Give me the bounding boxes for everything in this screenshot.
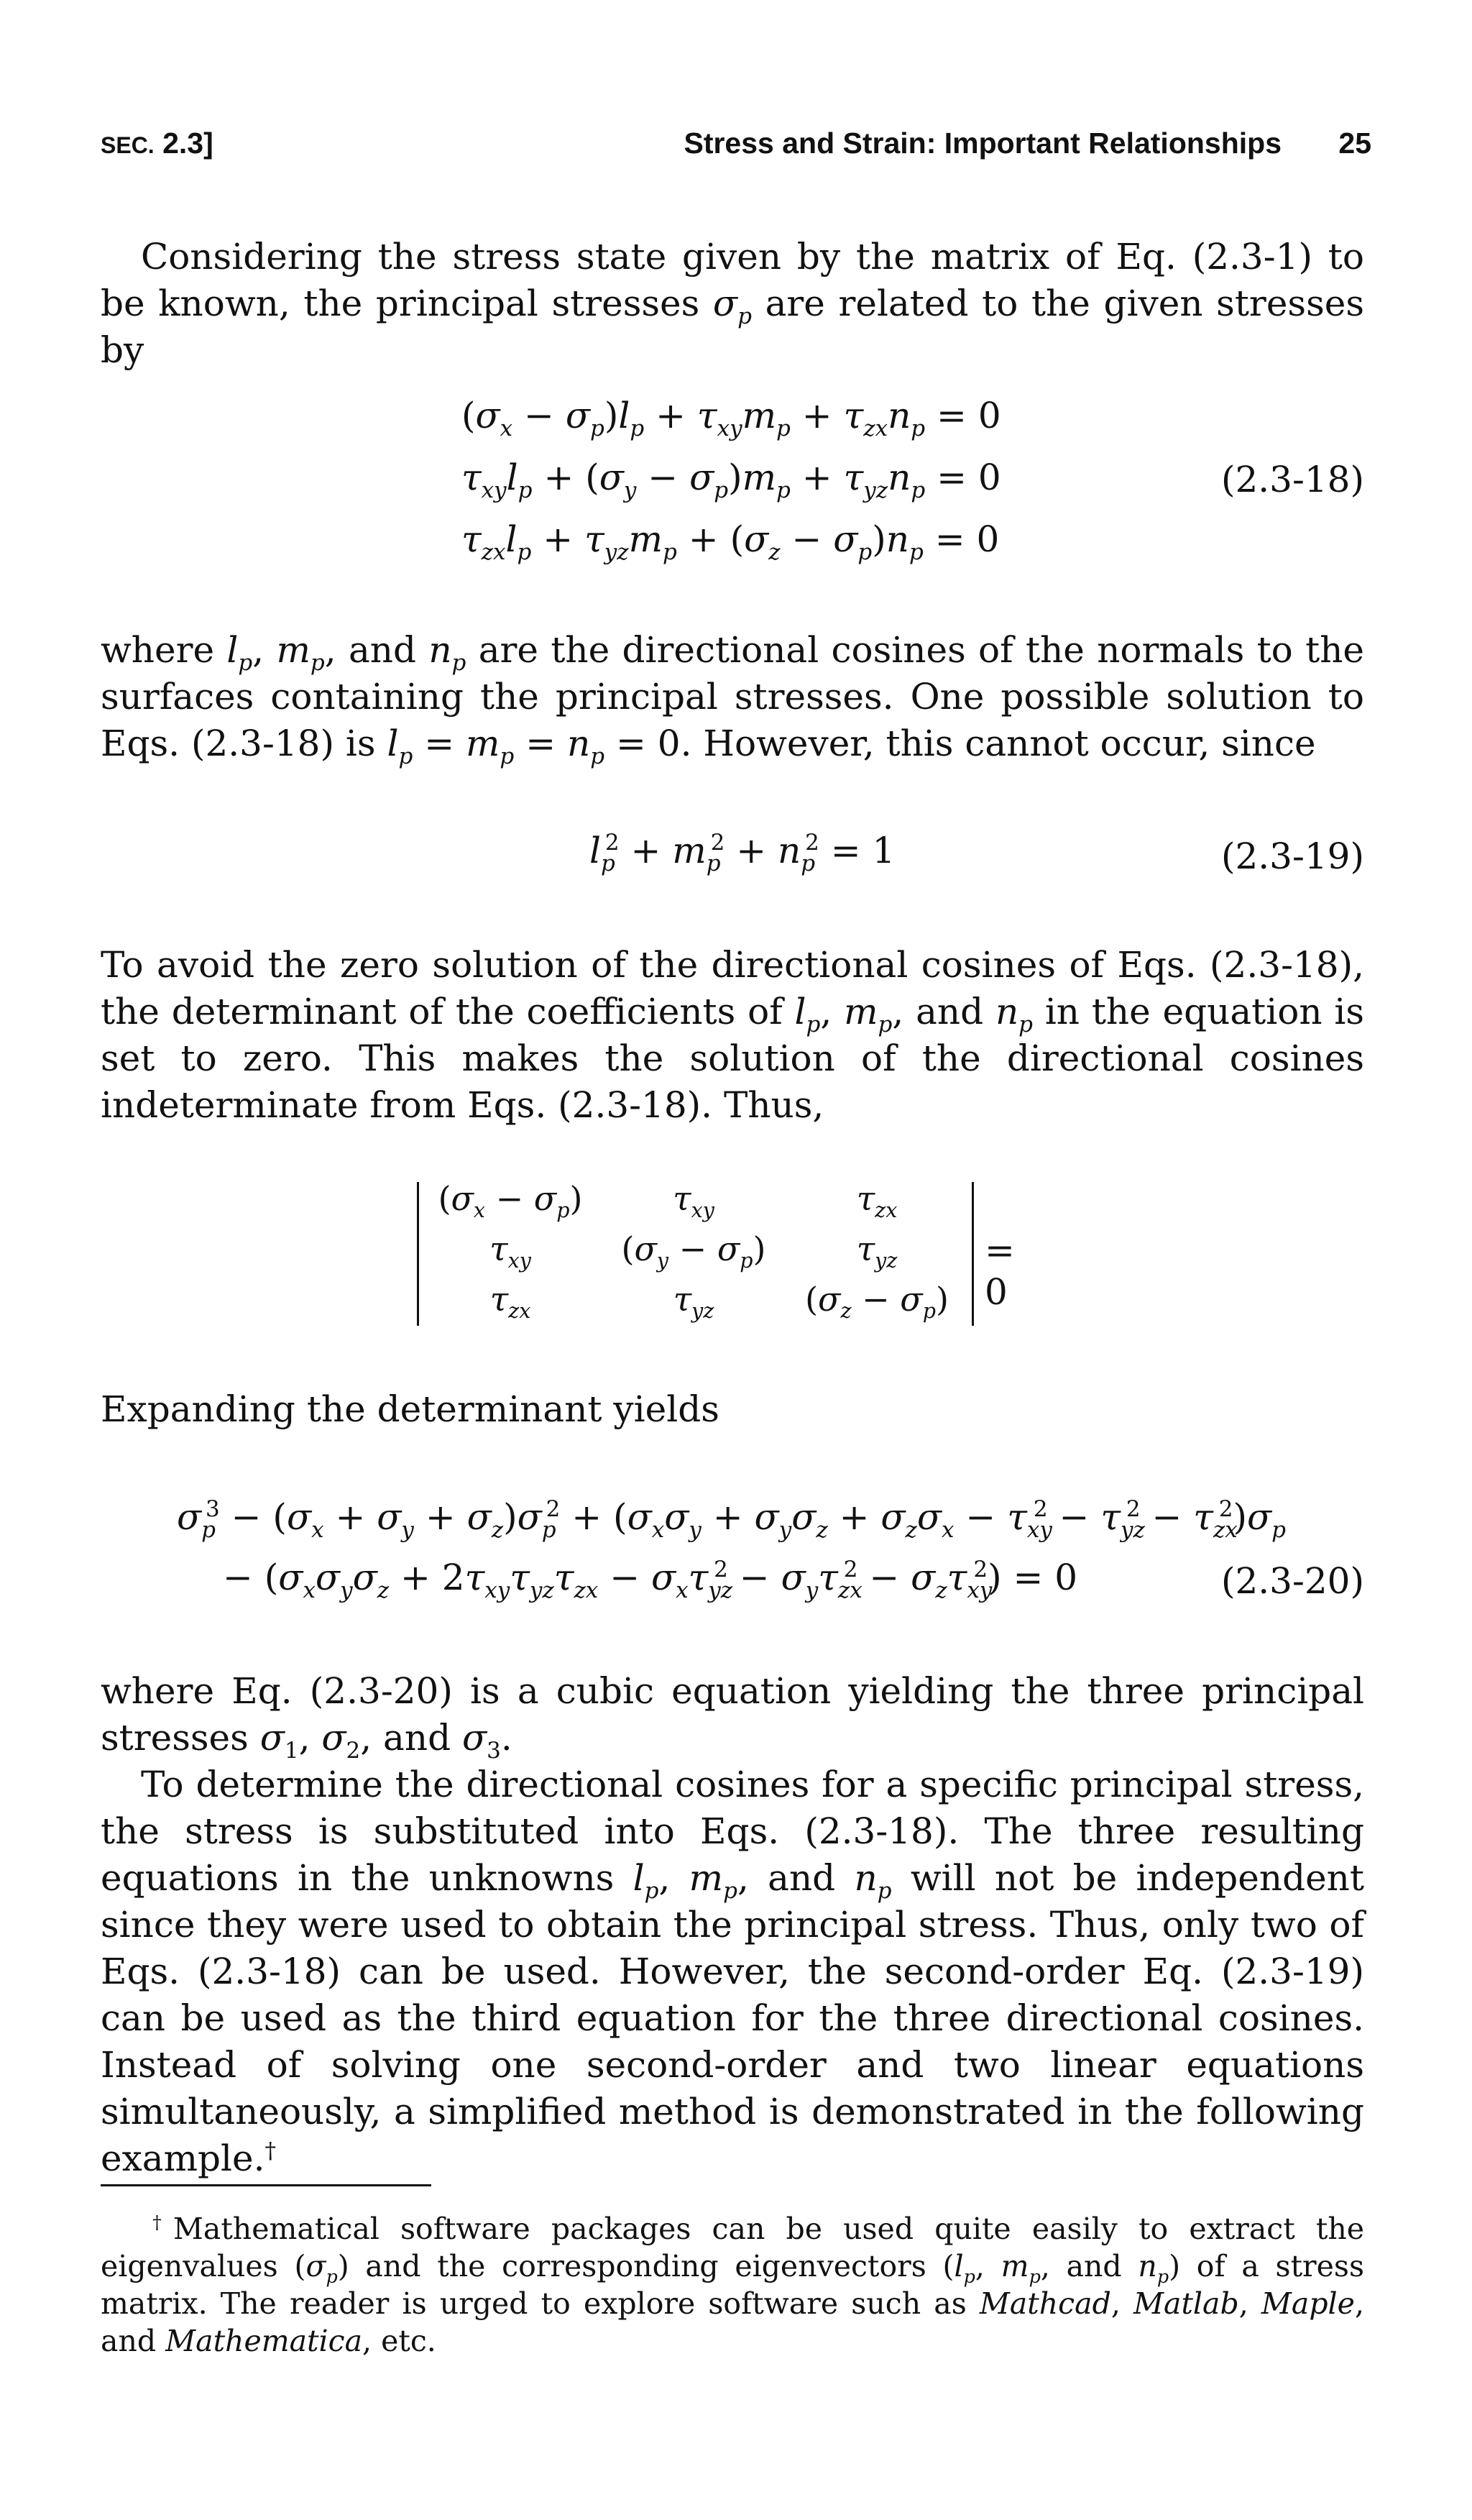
det-cell-21: $\tau_{xy}$ bbox=[489, 1229, 531, 1273]
paragraph-5 bbox=[101, 1668, 1364, 1764]
software-mathcad: Mathcad bbox=[979, 2286, 1111, 2321]
det-cell-31: $\tau_{zx}$ bbox=[489, 1280, 531, 1324]
p1-text-b: are related to the given stresses by bbox=[101, 283, 1364, 371]
l-p: $l_p$ bbox=[954, 2249, 975, 2288]
eq18-line3: $\tau_{zx}l_p + \tau_{yz}m_p + (\sigma_z - \sigma_p)n_p = 0$ bbox=[461, 518, 1000, 565]
paragraph-4: Expanding the determinant yields bbox=[101, 1388, 719, 1430]
det-cell-32: $\tau_{yz}$ bbox=[673, 1280, 714, 1324]
p5-text-d: . bbox=[500, 1717, 512, 1759]
zero-solution: $l_p = m_p = n_p = 0$ bbox=[387, 723, 681, 769]
sigma-2: $\sigma_2$ bbox=[321, 1717, 361, 1764]
footnote-sep-2: , bbox=[1238, 2286, 1261, 2321]
paragraph-3 bbox=[101, 942, 1364, 1129]
n-p: $n_p$ bbox=[995, 991, 1033, 1037]
p2-text-e: . However, this cannot occur, since bbox=[680, 723, 1316, 764]
p5-text-b: , bbox=[298, 1717, 322, 1759]
l-p: $l_p$ bbox=[794, 991, 821, 1037]
equation-2-3-19: $l_p^2 + m_p^2 + n_p^2 = 1$ bbox=[589, 830, 896, 876]
sigma-1: $\sigma_1$ bbox=[259, 1717, 299, 1764]
footnote-text-e: ) of a stress matrix. The reader is urged to explore software such as bbox=[101, 2249, 1364, 2321]
p6-text-a: To determine the directional cosines for a specific principal stress, the stress is substituted into Eqs. (2.3-18). The three resulting equations in the unknowns bbox=[101, 1764, 1364, 1899]
p2-text-d: are the directional cosines of the normals to the surfaces containing the principal stresses. One possible solution to Eqs. (2.3-18) is bbox=[101, 629, 1364, 764]
sigma-p: $\sigma_p$ bbox=[712, 283, 752, 329]
footnote-text-b: ) and the corresponding eigenvectors ( bbox=[337, 2249, 954, 2283]
sigma-p: $\sigma_p$ bbox=[305, 2249, 338, 2288]
paragraph-2 bbox=[101, 627, 1364, 767]
det-cell-11: $(\sigma_x - \sigma_p)$ bbox=[438, 1179, 583, 1223]
section-label bbox=[101, 127, 213, 160]
p5-text-c: , and bbox=[360, 1717, 462, 1759]
footnote-dagger: † bbox=[141, 2211, 173, 2233]
m-p: $m_p$ bbox=[689, 1857, 737, 1904]
footnote-text-a: Mathematical software packages can be used quite easily to extract the eigenvalues ( bbox=[101, 2212, 1364, 2283]
footnote-marker: † bbox=[264, 2138, 276, 2164]
l-p: $l_p$ bbox=[632, 1857, 659, 1904]
paragraph-6 bbox=[101, 1761, 1364, 2182]
determinant-right-bar bbox=[972, 1182, 974, 1326]
l-p: $l_p$ bbox=[226, 629, 253, 676]
p6-text-b: , bbox=[658, 1857, 689, 1899]
software-matlab: Matlab bbox=[1133, 2286, 1239, 2321]
m-p: $m_p$ bbox=[844, 991, 893, 1037]
p3-text-c: , and bbox=[892, 991, 995, 1032]
n-p: $n_p$ bbox=[854, 1857, 892, 1904]
determinant-equals-zero: = 0 bbox=[985, 1229, 1015, 1313]
eq20-line2: − $(\sigma_x\sigma_y\sigma_z + 2\tau_{xy}\tau_{yz}\tau_{zx} - \sigma_x\tau_{yz}^2 - \sigma_y\tau_{zx}^2 - \sigma_z\tau_{xy}^2) = 0$ bbox=[223, 1557, 1078, 1603]
p2-text-b: , bbox=[252, 629, 277, 671]
footnote bbox=[101, 2210, 1364, 2360]
eq20-line1: $\sigma_p^3 - (\sigma_x + \sigma_y + \sigma_z)\sigma_p^2 + (\sigma_x\sigma_y + \sigma_y\sigma_z + \sigma_z\sigma_x - \tau_{xy}^2 - \tau_{yz}^2 - \tau_{zx}^2)\sigma_p$ bbox=[177, 1496, 1287, 1543]
section-prefix: SEC. bbox=[101, 132, 155, 158]
det-cell-13: $\tau_{zx}$ bbox=[856, 1179, 898, 1223]
eq18-line2: $\tau_{xy}l_p + (\sigma_y - \sigma_p)m_p + \tau_{yz}n_p = 0$ bbox=[461, 457, 1001, 503]
p6-text-c: , and bbox=[737, 1857, 855, 1899]
p2-text-c: , and bbox=[324, 629, 429, 671]
footnote-text-d: , and bbox=[1040, 2249, 1138, 2283]
p3-text-b: , bbox=[820, 991, 845, 1032]
footnote-text-c: , bbox=[975, 2249, 1001, 2283]
equation-number-18: (2.3-18) bbox=[1220, 459, 1364, 500]
det-cell-33: $(\sigma_z - \sigma_p)$ bbox=[805, 1280, 949, 1324]
m-p: $m_p$ bbox=[276, 629, 325, 676]
footnote-rule bbox=[101, 2184, 431, 2186]
software-maple: Maple bbox=[1261, 2286, 1355, 2321]
eq18-line1: $(\sigma_x - \sigma_p)l_p + \tau_{xy}m_p + \tau_{zx}n_p = 0$ bbox=[461, 395, 1001, 441]
footnote-sep-3: , and bbox=[101, 2286, 1364, 2358]
m-p: $m_p$ bbox=[1000, 2249, 1041, 2288]
p3-text-d: in the equation is set to zero. This makes the solution of the directional cosines indeterminate from Eqs. (2.3-18). Thus, bbox=[101, 991, 1364, 1126]
footnote-sep-1: , bbox=[1110, 2286, 1134, 2321]
p2-text-a: where bbox=[101, 629, 227, 671]
equation-number-19: (2.3-19) bbox=[1220, 835, 1364, 877]
equation-2-3-20 bbox=[177, 1487, 1286, 1608]
p5-text-a: where Eq. (2.3-20) is a cubic equation yielding the three principal stresses bbox=[101, 1670, 1364, 1759]
running-header bbox=[101, 127, 1371, 170]
p3-text-a: To avoid the zero solution of the directional cosines of Eqs. (2.3-18), the determinant of the coefficients of bbox=[101, 944, 1364, 1032]
sigma-3: $\sigma_3$ bbox=[461, 1717, 501, 1764]
page-number: 25 bbox=[1338, 127, 1371, 160]
running-title: Stress and Strain: Important Relationships bbox=[684, 127, 1282, 160]
determinant bbox=[417, 1179, 1015, 1330]
det-cell-23: $\tau_{yz}$ bbox=[856, 1229, 898, 1273]
det-cell-22: $(\sigma_y - \sigma_p)$ bbox=[621, 1229, 766, 1273]
equation-number-20: (2.3-20) bbox=[1220, 1560, 1364, 1602]
det-cell-12: $\tau_{xy}$ bbox=[673, 1179, 714, 1223]
equation-2-3-18 bbox=[461, 385, 1001, 570]
section-number: 2.3] bbox=[162, 127, 213, 160]
n-p: $n_p$ bbox=[1138, 2249, 1169, 2288]
software-mathematica: Mathematica bbox=[165, 2324, 363, 2358]
p6-text-d: will not be independent since they were used to obtain the principal stress. Thus, only two of Eqs. (2.3-18) can be used. However, the second-order Eq. (2.3-19) can be used as the third equation for the three directional cosines. Instead of solving one second-order and two linear equations simultaneously, a simplified method is demonstrated in the following example. bbox=[101, 1857, 1364, 2179]
paragraph-1 bbox=[101, 234, 1364, 374]
n-p: $n_p$ bbox=[428, 629, 466, 676]
footnote-text-f: , etc. bbox=[362, 2324, 436, 2358]
p1-text-a: Considering the stress state given by the matrix of Eq. (2.3-1) to be known, the principal stresses bbox=[101, 236, 1364, 324]
